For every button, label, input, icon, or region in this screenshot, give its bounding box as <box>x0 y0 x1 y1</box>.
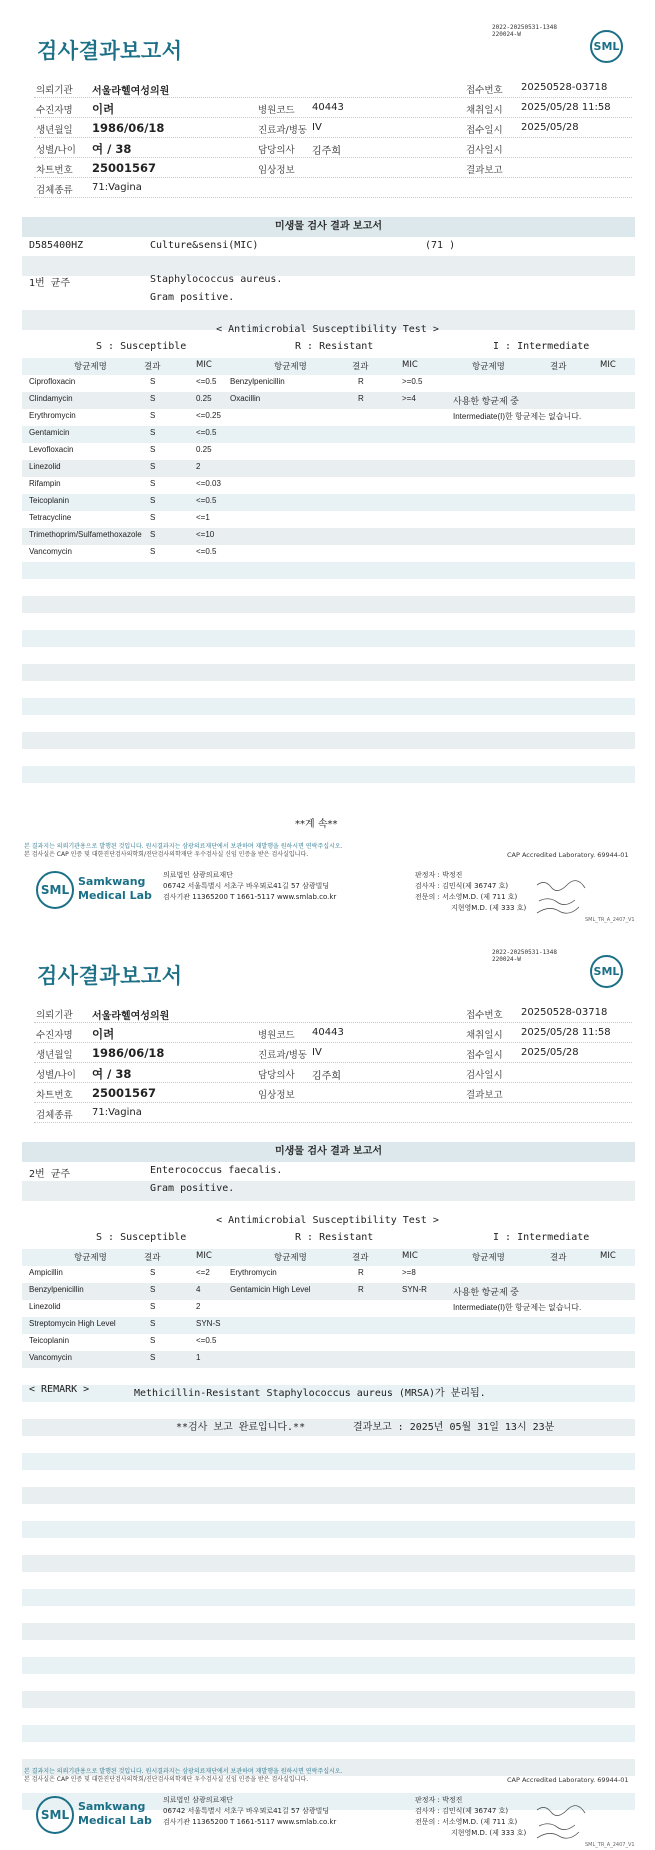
info-row <box>34 1023 632 1043</box>
row-band <box>22 698 635 715</box>
label: 접수일시 <box>466 1050 503 1061</box>
antibiotic-name: Vancomycin <box>29 547 72 556</box>
institution: 서울라헬여성의원 <box>92 86 170 97</box>
test-name: Culture&sensi(MIC) <box>150 240 259 251</box>
label: 생년월일 <box>36 1050 73 1061</box>
gram-stain: Gram positive. <box>150 1183 235 1194</box>
result-cell: S <box>150 1319 156 1328</box>
institution: 서울라헬여성의원 <box>92 1011 170 1022</box>
antibiotic-name: Benzylpenicillin <box>230 377 285 386</box>
row-band <box>22 358 635 375</box>
row-band <box>22 1589 635 1606</box>
hospital-code: 40443 <box>312 1027 344 1038</box>
info-row <box>34 1103 632 1123</box>
label: 담당의사 <box>258 145 295 156</box>
mic-cell: 2 <box>196 462 201 471</box>
result-cell: S <box>150 394 156 403</box>
doc-id-line: 220024-W <box>492 956 521 963</box>
label: 병원코드 <box>258 1030 295 1041</box>
result-cell: S <box>150 1336 156 1345</box>
table-header: 결과 <box>550 1253 567 1263</box>
antibiotic-name: Trimethoprim/Sulfamethoxazole <box>29 530 142 539</box>
footer-notes <box>24 843 343 859</box>
label: 생년월일 <box>36 125 73 136</box>
patient-name: 이려 <box>92 1027 115 1041</box>
mic-cell: <=0.03 <box>196 479 221 488</box>
result-cell: R <box>358 1285 364 1294</box>
signature-line: 전문의 : 서소영M.D. (제 711 호) <box>415 1818 518 1826</box>
antibiotic-name: Ampicillin <box>29 1268 63 1277</box>
table-header: 항균제명 <box>74 1253 107 1263</box>
result-cell: S <box>150 1268 156 1277</box>
specimen: 71:Vagina <box>92 1107 142 1118</box>
label: 결과보고 <box>466 165 503 176</box>
row-band <box>22 1725 635 1742</box>
row-band <box>22 1521 635 1538</box>
intermediate-note: Intermediate(I)한 항균제는 없습니다. <box>453 412 582 421</box>
table-header: 항균제명 <box>472 1253 505 1263</box>
handwritten-signature-icon <box>535 1802 595 1842</box>
footer-notes <box>24 1768 343 1784</box>
intermediate-note: 사용한 항균제 중 <box>453 1287 519 1297</box>
table-header: 항균제명 <box>274 362 307 372</box>
sex-age: 여 / 38 <box>92 142 132 156</box>
label: 차트번호 <box>36 1090 73 1101</box>
label: 검사일시 <box>466 145 503 156</box>
footer-signatures <box>415 1795 526 1839</box>
label: 검체종류 <box>36 185 73 196</box>
result-cell: S <box>150 496 156 505</box>
address-line: 검사기관 11365200 T 1661-5117 www.smlab.co.kr <box>163 1818 337 1826</box>
chart-no: 25001567 <box>92 1086 157 1100</box>
table-header: MIC <box>402 360 418 370</box>
label: 접수번호 <box>466 85 503 96</box>
signature-line: 전문의 : 서소영M.D. (제 711 호) <box>415 893 518 901</box>
info-row <box>34 1083 632 1103</box>
result-cell: S <box>150 513 156 522</box>
report-page-2 <box>0 925 655 1850</box>
table-header: 결과 <box>352 362 369 372</box>
form-code: SML_TR_A_2407_V1 <box>585 917 635 923</box>
result-cell: S <box>150 1285 156 1294</box>
sml-logo-icon: SML <box>590 955 623 988</box>
document-id <box>492 24 557 38</box>
table-header: MIC <box>600 360 616 370</box>
collect-date: 2025/05/28 11:58 <box>521 1027 611 1038</box>
remark-label: < REMARK > <box>29 1384 90 1395</box>
row-band <box>22 1555 635 1572</box>
dept: IV <box>312 122 322 133</box>
label: 임상정보 <box>258 165 295 176</box>
label: 채취일시 <box>466 1030 503 1041</box>
label: 접수일시 <box>466 125 503 136</box>
page-title: 검사결과보고서 <box>37 964 183 988</box>
antibiotic-name: Teicoplanin <box>29 496 70 505</box>
row-band <box>22 596 635 613</box>
antibiotic-name: Tetracycline <box>29 513 72 522</box>
isolate-label: 2번 균주 <box>29 1169 71 1180</box>
result-cell: S <box>150 1353 156 1362</box>
receipt-no: 20250528-03718 <box>521 1007 608 1018</box>
mic-cell: <=1 <box>196 513 210 522</box>
result-cell: S <box>150 411 156 420</box>
logo-name-line: Samkwang <box>78 875 146 888</box>
label: 성별/나이 <box>36 1070 76 1081</box>
label: 진료과/병동 <box>258 1050 308 1061</box>
chart-no: 25001567 <box>92 161 157 175</box>
birth-date: 1986/06/18 <box>92 121 165 135</box>
antibiotic-name: Benzylpenicillin <box>29 1285 84 1294</box>
row-band <box>22 1657 635 1674</box>
birth-date: 1986/06/18 <box>92 1046 165 1060</box>
row-band <box>22 1691 635 1708</box>
mic-cell: <=0.25 <box>196 411 221 420</box>
footer-signatures <box>415 870 526 914</box>
antibiotic-name: Erythromycin <box>29 411 76 420</box>
label: 검체종류 <box>36 1110 73 1121</box>
row-band <box>22 732 635 749</box>
mic-cell: <=0.5 <box>196 496 217 505</box>
handwritten-signature-icon <box>535 877 595 917</box>
mic-cell: SYN-S <box>196 1319 221 1328</box>
mic-cell: <=0.5 <box>196 377 217 386</box>
sml-logo-icon: SML <box>590 30 623 63</box>
receipt-date: 2025/05/28 <box>521 1047 579 1058</box>
signature-line: 검사자 : 김민식(제 36747 호) <box>415 882 509 890</box>
address-line: 06742 서울특별시 서초구 바우뫼로41길 57 삼광빌딩 <box>163 882 330 890</box>
label: 차트번호 <box>36 165 73 176</box>
result-cell: S <box>150 462 156 471</box>
table-header: MIC <box>196 360 212 370</box>
hospital-code: 40443 <box>312 102 344 113</box>
antibiotic-name: Linezolid <box>29 462 61 471</box>
row-band <box>22 664 635 681</box>
mic-cell: 0.25 <box>196 445 212 454</box>
document-id <box>492 949 557 963</box>
doc-id-line: 220024-W <box>492 31 521 38</box>
receipt-date: 2025/05/28 <box>521 122 579 133</box>
info-row <box>34 118 632 138</box>
result-cell: S <box>150 530 156 539</box>
result-cell: R <box>358 1268 364 1277</box>
row-band <box>22 392 635 409</box>
legend-susceptible: S : Susceptible <box>96 1232 187 1243</box>
table-header: MIC <box>196 1251 212 1261</box>
label: 의뢰기관 <box>36 85 73 96</box>
table-header: 결과 <box>550 362 567 372</box>
label: 병원코드 <box>258 105 295 116</box>
row-band <box>22 1487 635 1504</box>
intermediate-note: 사용한 항균제 중 <box>453 396 519 406</box>
specimen: 71:Vagina <box>92 182 142 193</box>
ast-title: < Antimicrobial Susceptibility Test > <box>216 324 439 335</box>
signature-line: 지현영M.D. (제 333 호) <box>451 904 527 912</box>
row-band <box>22 1249 635 1266</box>
label: 채취일시 <box>466 105 503 116</box>
info-row <box>34 78 632 98</box>
legend-intermediate: I : Intermediate <box>493 1232 590 1243</box>
row-band <box>22 426 635 443</box>
row-band <box>22 256 635 276</box>
row-band <box>22 1351 635 1368</box>
receipt-no: 20250528-03718 <box>521 82 608 93</box>
address-line: 의료법인 삼광의료재단 <box>163 1796 233 1804</box>
patient-name: 이려 <box>92 102 115 116</box>
legend-intermediate: I : Intermediate <box>493 341 590 352</box>
antibiotic-name: Streptomycin High Level <box>29 1319 116 1328</box>
info-row <box>34 158 632 178</box>
legend-susceptible: S : Susceptible <box>96 341 187 352</box>
label: 의뢰기관 <box>36 1010 73 1021</box>
antibiotic-name: Vancomycin <box>29 1353 72 1362</box>
section-title: 미생물 검사 결과 보고서 <box>22 1142 635 1162</box>
table-header: 항균제명 <box>74 362 107 372</box>
info-row <box>34 1063 632 1083</box>
logo-name-line: Samkwang <box>78 1800 146 1813</box>
section-title: 미생물 검사 결과 보고서 <box>22 217 635 237</box>
antibiotic-name: Linezolid <box>29 1302 61 1311</box>
mic-cell: <=2 <box>196 1268 210 1277</box>
mic-cell: <=0.5 <box>196 428 217 437</box>
footer-address <box>163 1795 336 1828</box>
row-band <box>22 1623 635 1640</box>
footer-note: 본 검사실은 CAP 인증 및 대한진단검사의학회/진단검사의학재단 우수검사실 신임 인증을 받은 검사실입니다. <box>24 851 309 858</box>
result-cell: S <box>150 1302 156 1311</box>
mic-cell: 2 <box>196 1302 201 1311</box>
mic-cell: >=8 <box>402 1268 416 1277</box>
doctor: 김주희 <box>312 146 341 157</box>
mic-cell: >=4 <box>402 394 416 403</box>
table-header: 항균제명 <box>274 1253 307 1263</box>
row-band <box>22 630 635 647</box>
label: 접수번호 <box>466 1010 503 1021</box>
result-cell: S <box>150 428 156 437</box>
label: 수진자명 <box>36 1030 73 1041</box>
logo-name-line: Medical Lab <box>78 889 152 902</box>
signature-line: 판정자 : 박정진 <box>415 1796 463 1804</box>
table-header: MIC <box>600 1251 616 1261</box>
row-band <box>22 766 635 783</box>
table-header: MIC <box>402 1251 418 1261</box>
antibiotic-name: Gentamicin High Level <box>230 1285 311 1294</box>
label: 임상정보 <box>258 1090 295 1101</box>
info-row <box>34 1043 632 1063</box>
signature-line: 검사자 : 김민식(제 36747 호) <box>415 1807 509 1815</box>
label: 담당의사 <box>258 1070 295 1081</box>
antibiotic-name: Levofloxacin <box>29 445 74 454</box>
mic-cell: <=0.5 <box>196 1336 217 1345</box>
row-band <box>22 1453 635 1470</box>
legend-resistant: R : Resistant <box>295 1232 374 1243</box>
sml-logo-icon: SML <box>36 871 74 909</box>
footer-address <box>163 870 336 903</box>
antibiotic-name: Ciprofloxacin <box>29 377 76 386</box>
address-line: 06742 서울특별시 서초구 바우뫼로41길 57 삼광빌딩 <box>163 1807 330 1815</box>
table-header: 결과 <box>352 1253 369 1263</box>
page-title: 검사결과보고서 <box>37 39 183 63</box>
antibiotic-name: Oxacillin <box>230 394 261 403</box>
doc-id-line: 2022-20250531-1348 <box>492 24 558 31</box>
label: 진료과/병동 <box>258 125 308 136</box>
signature-line: 지현영M.D. (제 333 호) <box>451 1829 527 1837</box>
report-complete: **검사 보고 완료입니다.** <box>176 1422 306 1433</box>
legend-resistant: R : Resistant <box>295 341 374 352</box>
row-band <box>22 1283 635 1300</box>
mic-cell: <=0.5 <box>196 547 217 556</box>
footer-note: 본 검사실은 CAP 인증 및 대한진단검사의학회/진단검사의학재단 우수검사실 신임 인증을 받은 검사실입니다. <box>24 1776 309 1783</box>
label: 성별/나이 <box>36 145 76 156</box>
antibiotic-name: Rifampin <box>29 479 61 488</box>
footer-note: 본 결과지는 의뢰기관용으로 발행된 것입니다. 원시결과지는 삼광의료재단에서 보관하며 재발행을 원하시면 연락주십시오. <box>24 843 343 850</box>
isolate-label: 1번 균주 <box>29 278 71 289</box>
result-cell: R <box>358 394 364 403</box>
antibiotic-name: Gentamicin <box>29 428 70 437</box>
mic-cell: SYN-R <box>402 1285 427 1294</box>
table-header: 결과 <box>144 1253 161 1263</box>
table-header: 항균제명 <box>472 362 505 372</box>
result-cell: S <box>150 479 156 488</box>
collect-date: 2025/05/28 11:58 <box>521 102 611 113</box>
mic-cell: 0.25 <box>196 394 212 403</box>
final-report-time: 결과보고 : 2025년 05월 31일 13시 23분 <box>353 1422 555 1433</box>
mic-cell: <=10 <box>196 530 215 539</box>
doc-id-line: 2022-20250531-1348 <box>492 949 558 956</box>
intermediate-note: Intermediate(I)한 항균제는 없습니다. <box>453 1303 582 1312</box>
logo-name <box>78 875 152 903</box>
remark-text: Methicillin-Resistant Staphylococcus aureus (MRSA)가 분리됨. <box>134 1388 486 1399</box>
antibiotic-name: Teicoplanin <box>29 1336 70 1345</box>
row-band <box>22 460 635 477</box>
mic-cell: 1 <box>196 1353 201 1362</box>
info-row <box>34 1003 632 1023</box>
doctor: 김주희 <box>312 1071 341 1082</box>
row-band <box>22 562 635 579</box>
sex-age: 여 / 38 <box>92 1067 132 1081</box>
test-code: D585400HZ <box>29 240 84 251</box>
result-cell: S <box>150 547 156 556</box>
result-cell: S <box>150 445 156 454</box>
sml-logo-icon: SML <box>36 1796 74 1834</box>
table-header: 결과 <box>144 362 161 372</box>
mic-cell: >=0.5 <box>402 377 423 386</box>
address-line: 검사기관 11365200 T 1661-5117 www.smlab.co.kr <box>163 893 337 901</box>
label: 결과보고 <box>466 1090 503 1101</box>
result-cell: R <box>358 377 364 386</box>
footer-note: 본 결과지는 의뢰기관용으로 발행된 것입니다. 원시결과지는 삼광의료재단에서 보관하며 재발행을 원하시면 연락주십시오. <box>24 1768 343 1775</box>
info-row <box>34 138 632 158</box>
organism: Enterococcus faecalis. <box>150 1165 283 1176</box>
antibiotic-name: Erythromycin <box>230 1268 277 1277</box>
row-band <box>22 1181 635 1201</box>
info-row <box>34 178 632 198</box>
gram-stain: Gram positive. <box>150 292 235 303</box>
mic-cell: 4 <box>196 1285 201 1294</box>
dept: IV <box>312 1047 322 1058</box>
logo-name-line: Medical Lab <box>78 1814 152 1827</box>
row-band <box>22 494 635 511</box>
antibiotic-name: Clindamycin <box>29 394 73 403</box>
logo-name <box>78 1800 152 1828</box>
cap-accreditation: CAP Accredited Laboratory. 69944-01 <box>507 851 629 859</box>
result-cell: S <box>150 377 156 386</box>
signature-line: 판정자 : 박정진 <box>415 871 463 879</box>
cap-accreditation: CAP Accredited Laboratory. 69944-01 <box>507 1776 629 1784</box>
ast-title: < Antimicrobial Susceptibility Test > <box>216 1215 439 1226</box>
test-num: (71 ) <box>425 240 456 251</box>
info-row <box>34 98 632 118</box>
label: 검사일시 <box>466 1070 503 1081</box>
organism: Staphylococcus aureus. <box>150 274 283 285</box>
label: 수진자명 <box>36 105 73 116</box>
continued-mark: **계 속** <box>295 819 338 830</box>
form-code: SML_TR_A_2407_V1 <box>585 1842 635 1848</box>
address-line: 의료법인 삼광의료재단 <box>163 871 233 879</box>
